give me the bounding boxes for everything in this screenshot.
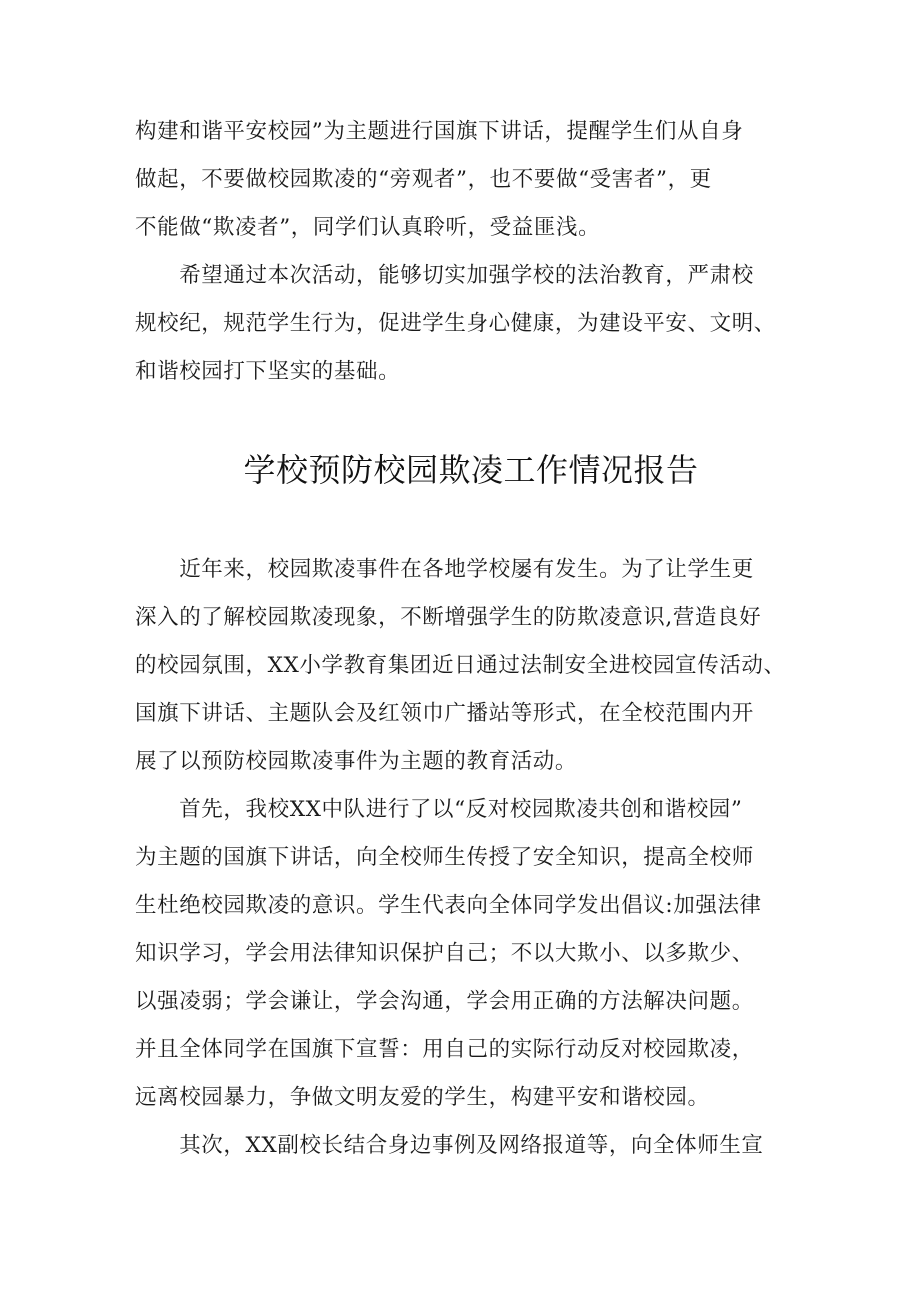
text-line: 为主题的国旗下讲话，向全校师生传授了安全知识，提高全校师 <box>135 845 754 870</box>
paragraph-first <box>135 786 795 1122</box>
text-line: 深入的了解校园欺凌现象，不断增强学生的防欺凌意识,营造良好 <box>135 605 762 630</box>
text-line: 并且全体同学在国旗下宣誓：用自己的实际行动反对校园欺凌， <box>135 1037 754 1062</box>
text-line: 和谐校园打下坚实的基础。 <box>135 359 401 384</box>
text-line: 近年来，校园欺凌事件在各地学校屡有发生。为了让学生更 <box>135 557 754 582</box>
text-line: 不能做“欺凌者”，同学们认真聆听，受益匪浅。 <box>135 215 601 240</box>
text-line: 构建和谐平安校园”为主题进行国旗下讲话，提醒学生们从自身 <box>135 119 744 144</box>
text-line: 知识学习，学会用法律知识保护自己；不以大欺小、以多欺少、 <box>135 941 754 966</box>
text-line: 生杜绝校园欺凌的意识。学生代表向全体同学发出倡议:加强法律 <box>135 893 762 918</box>
document-page <box>135 108 795 1170</box>
text-line: 其次，XX副校长结合身边事例及网络报道等，向全体师生宣 <box>135 1133 764 1158</box>
text-line: 国旗下讲话、主题队会及红领巾广播站等形式，在全校范围内开 <box>135 701 754 726</box>
text-line: 展了以预防校园欺凌事件为主题的教育活动。 <box>135 749 578 774</box>
report-title: 学校预防校园欺凌工作情况报告 <box>243 451 699 489</box>
text-line: 的校园氛围，XX小学教育集团近日通过法制安全进校园宣传活动、 <box>135 653 786 678</box>
report-title-block <box>135 396 795 546</box>
paragraph-hope <box>135 252 795 396</box>
text-line: 规校纪，规范学生行为，促进学生身心健康，为建设平安、文明、 <box>135 311 776 336</box>
paragraph-second <box>135 1122 795 1170</box>
text-line: 希望通过本次活动，能够切实加强学校的法治教育，严肃校 <box>135 263 754 288</box>
text-line: 首先，我校XX中队进行了以“反对校园欺凌共创和谐校园” <box>135 797 743 822</box>
paragraph-continuation <box>135 108 795 252</box>
text-line: 以强凌弱；学会谦让，学会沟通，学会用正确的方法解决问题。 <box>135 989 754 1014</box>
paragraph-intro <box>135 546 795 786</box>
text-line: 远离校园暴力，争做文明友爱的学生，构建平安和谐校园。 <box>135 1085 710 1110</box>
text-line: 做起，不要做校园欺凌的“旁观者”，也不要做“受害者”，更 <box>135 167 712 192</box>
